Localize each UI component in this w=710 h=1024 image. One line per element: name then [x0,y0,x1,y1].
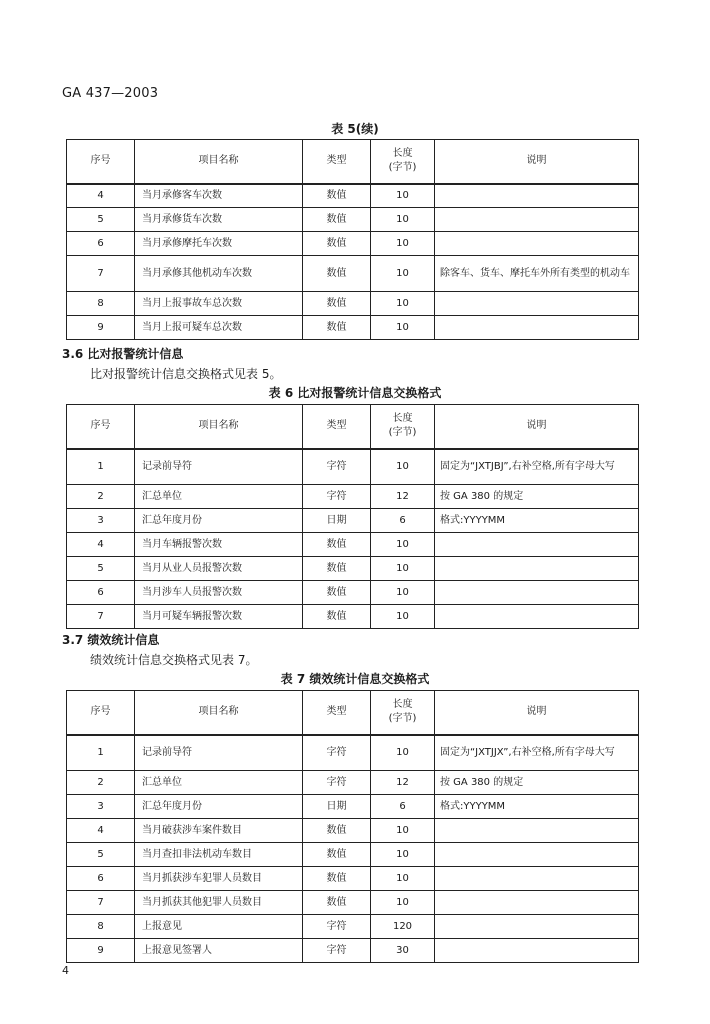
table-row [67,771,639,795]
row-number: 7 [67,891,135,915]
description [435,819,639,843]
data-type: 字符 [303,771,371,795]
description [435,581,639,605]
field-length: 6 [371,795,435,819]
row-number: 5 [67,557,135,581]
field-length: 10 [371,557,435,581]
data-type: 字符 [303,449,371,485]
item-name: 记录前导符 [135,449,303,485]
data-type: 日期 [303,795,371,819]
col-header-length: 长度 (字节) [371,691,435,735]
table-row [67,915,639,939]
field-length: 10 [371,819,435,843]
field-length: 10 [371,232,435,256]
field-length: 10 [371,867,435,891]
description: 格式:YYYYMM [435,795,639,819]
item-name: 当月抓获其他犯罪人员数目 [135,891,303,915]
description [435,605,639,629]
description: 按 GA 380 的规定 [435,771,639,795]
description [435,292,639,316]
row-number: 3 [67,795,135,819]
col-header-name: 项目名称 [135,405,303,449]
row-number: 4 [67,819,135,843]
item-name: 当月承修货车次数 [135,208,303,232]
item-name: 当月承修客车次数 [135,184,303,208]
table-row [67,292,639,316]
table7 [66,690,639,963]
data-type: 数值 [303,232,371,256]
col-header-name: 项目名称 [135,691,303,735]
item-name: 当月从业人员报警次数 [135,557,303,581]
table5-caption: 表 5(续) [331,122,379,136]
row-number: 9 [67,939,135,963]
table-row [67,557,639,581]
item-name: 当月涉车人员报警次数 [135,581,303,605]
description [435,232,639,256]
table7-caption: 表 7 绩效统计信息交换格式 [280,672,430,686]
section-3-7-heading: 3.7 绩效统计信息 [62,633,160,647]
field-length: 10 [371,581,435,605]
table-row [67,533,639,557]
row-number: 1 [67,449,135,485]
description: 格式:YYYYMM [435,509,639,533]
col-header-no: 序号 [67,405,135,449]
item-name: 当月车辆报警次数 [135,533,303,557]
row-number: 8 [67,292,135,316]
section-3-6-text: 比对报警统计信息交换格式见表 5。 [90,367,282,381]
table-row [67,316,639,340]
col-header-length: 长度 (字节) [371,405,435,449]
description [435,843,639,867]
col-header-type: 类型 [303,691,371,735]
row-number: 8 [67,915,135,939]
item-name: 当月承修摩托车次数 [135,232,303,256]
table6-caption: 表 6 比对报警统计信息交换格式 [268,386,442,400]
description [435,533,639,557]
description: 固定为“JXTJBJ”,右补空格,所有字母大写 [435,449,639,485]
row-number: 6 [67,581,135,605]
row-number: 7 [67,605,135,629]
table-row [67,256,639,292]
data-type: 数值 [303,533,371,557]
row-number: 4 [67,533,135,557]
data-type: 数值 [303,605,371,629]
table-row [67,939,639,963]
col-header-desc: 说明 [435,691,639,735]
col-header-no: 序号 [67,691,135,735]
table-row [67,485,639,509]
page-number: 4 [62,964,69,977]
description [435,557,639,581]
description [435,891,639,915]
data-type: 数值 [303,867,371,891]
field-length: 10 [371,605,435,629]
description: 除客车、货车、摩托车外所有类型的机动车 [435,256,639,292]
description [435,915,639,939]
field-length: 10 [371,449,435,485]
field-length: 30 [371,939,435,963]
description [435,208,639,232]
item-name: 上报意见签署人 [135,939,303,963]
table-row [67,735,639,771]
section-3-7-text: 绩效统计信息交换格式见表 7。 [90,653,258,667]
data-type: 字符 [303,915,371,939]
field-length: 10 [371,256,435,292]
data-type: 数值 [303,256,371,292]
row-number: 5 [67,843,135,867]
table-row [67,208,639,232]
table-row [67,819,639,843]
data-type: 数值 [303,843,371,867]
table-row [67,232,639,256]
row-number: 2 [67,771,135,795]
data-type: 数值 [303,208,371,232]
item-name: 当月抓获涉车犯罪人员数目 [135,867,303,891]
table-row [67,449,639,485]
row-number: 1 [67,735,135,771]
header-row [67,140,639,184]
field-length: 10 [371,891,435,915]
item-name: 汇总年度月份 [135,509,303,533]
field-length: 10 [371,316,435,340]
data-type: 数值 [303,819,371,843]
item-name: 当月上报事故车总次数 [135,292,303,316]
item-name: 当月承修其他机动车次数 [135,256,303,292]
data-type: 数值 [303,184,371,208]
item-name: 当月破获涉车案件数目 [135,819,303,843]
field-length: 120 [371,915,435,939]
field-length: 10 [371,208,435,232]
field-length: 10 [371,843,435,867]
row-number: 2 [67,485,135,509]
data-type: 字符 [303,485,371,509]
field-length: 12 [371,485,435,509]
data-type: 字符 [303,735,371,771]
data-type: 字符 [303,939,371,963]
row-number: 5 [67,208,135,232]
description: 按 GA 380 的规定 [435,485,639,509]
table-row [67,509,639,533]
section-3-6-heading: 3.6 比对报警统计信息 [62,347,184,361]
description [435,184,639,208]
col-header-length: 长度 (字节) [371,140,435,184]
data-type: 数值 [303,581,371,605]
item-name: 当月可疑车辆报警次数 [135,605,303,629]
description [435,316,639,340]
table6 [66,404,639,629]
standard-number: GA 437—2003 [62,86,159,101]
data-type: 日期 [303,509,371,533]
col-header-no: 序号 [67,140,135,184]
header-row [67,691,639,735]
col-header-type: 类型 [303,405,371,449]
data-type: 数值 [303,891,371,915]
item-name: 当月上报可疑车总次数 [135,316,303,340]
description [435,867,639,891]
row-number: 4 [67,184,135,208]
row-number: 7 [67,256,135,292]
col-header-desc: 说明 [435,405,639,449]
item-name: 上报意见 [135,915,303,939]
data-type: 数值 [303,292,371,316]
item-name: 汇总年度月份 [135,795,303,819]
table-row [67,867,639,891]
col-header-name: 项目名称 [135,140,303,184]
data-type: 数值 [303,557,371,581]
item-name: 记录前导符 [135,735,303,771]
row-number: 6 [67,867,135,891]
field-length: 10 [371,184,435,208]
table-row [67,843,639,867]
table-row [67,184,639,208]
field-length: 10 [371,735,435,771]
table-row [67,891,639,915]
header-row [67,405,639,449]
row-number: 9 [67,316,135,340]
table5 [66,139,639,340]
row-number: 3 [67,509,135,533]
field-length: 10 [371,292,435,316]
col-header-desc: 说明 [435,140,639,184]
table-row [67,605,639,629]
description: 固定为“JXTJJX”,右补空格,所有字母大写 [435,735,639,771]
table-row [67,795,639,819]
table-row [67,581,639,605]
item-name: 汇总单位 [135,485,303,509]
col-header-type: 类型 [303,140,371,184]
field-length: 6 [371,509,435,533]
field-length: 10 [371,533,435,557]
description [435,939,639,963]
data-type: 数值 [303,316,371,340]
item-name: 当月查扣非法机动车数目 [135,843,303,867]
field-length: 12 [371,771,435,795]
row-number: 6 [67,232,135,256]
item-name: 汇总单位 [135,771,303,795]
